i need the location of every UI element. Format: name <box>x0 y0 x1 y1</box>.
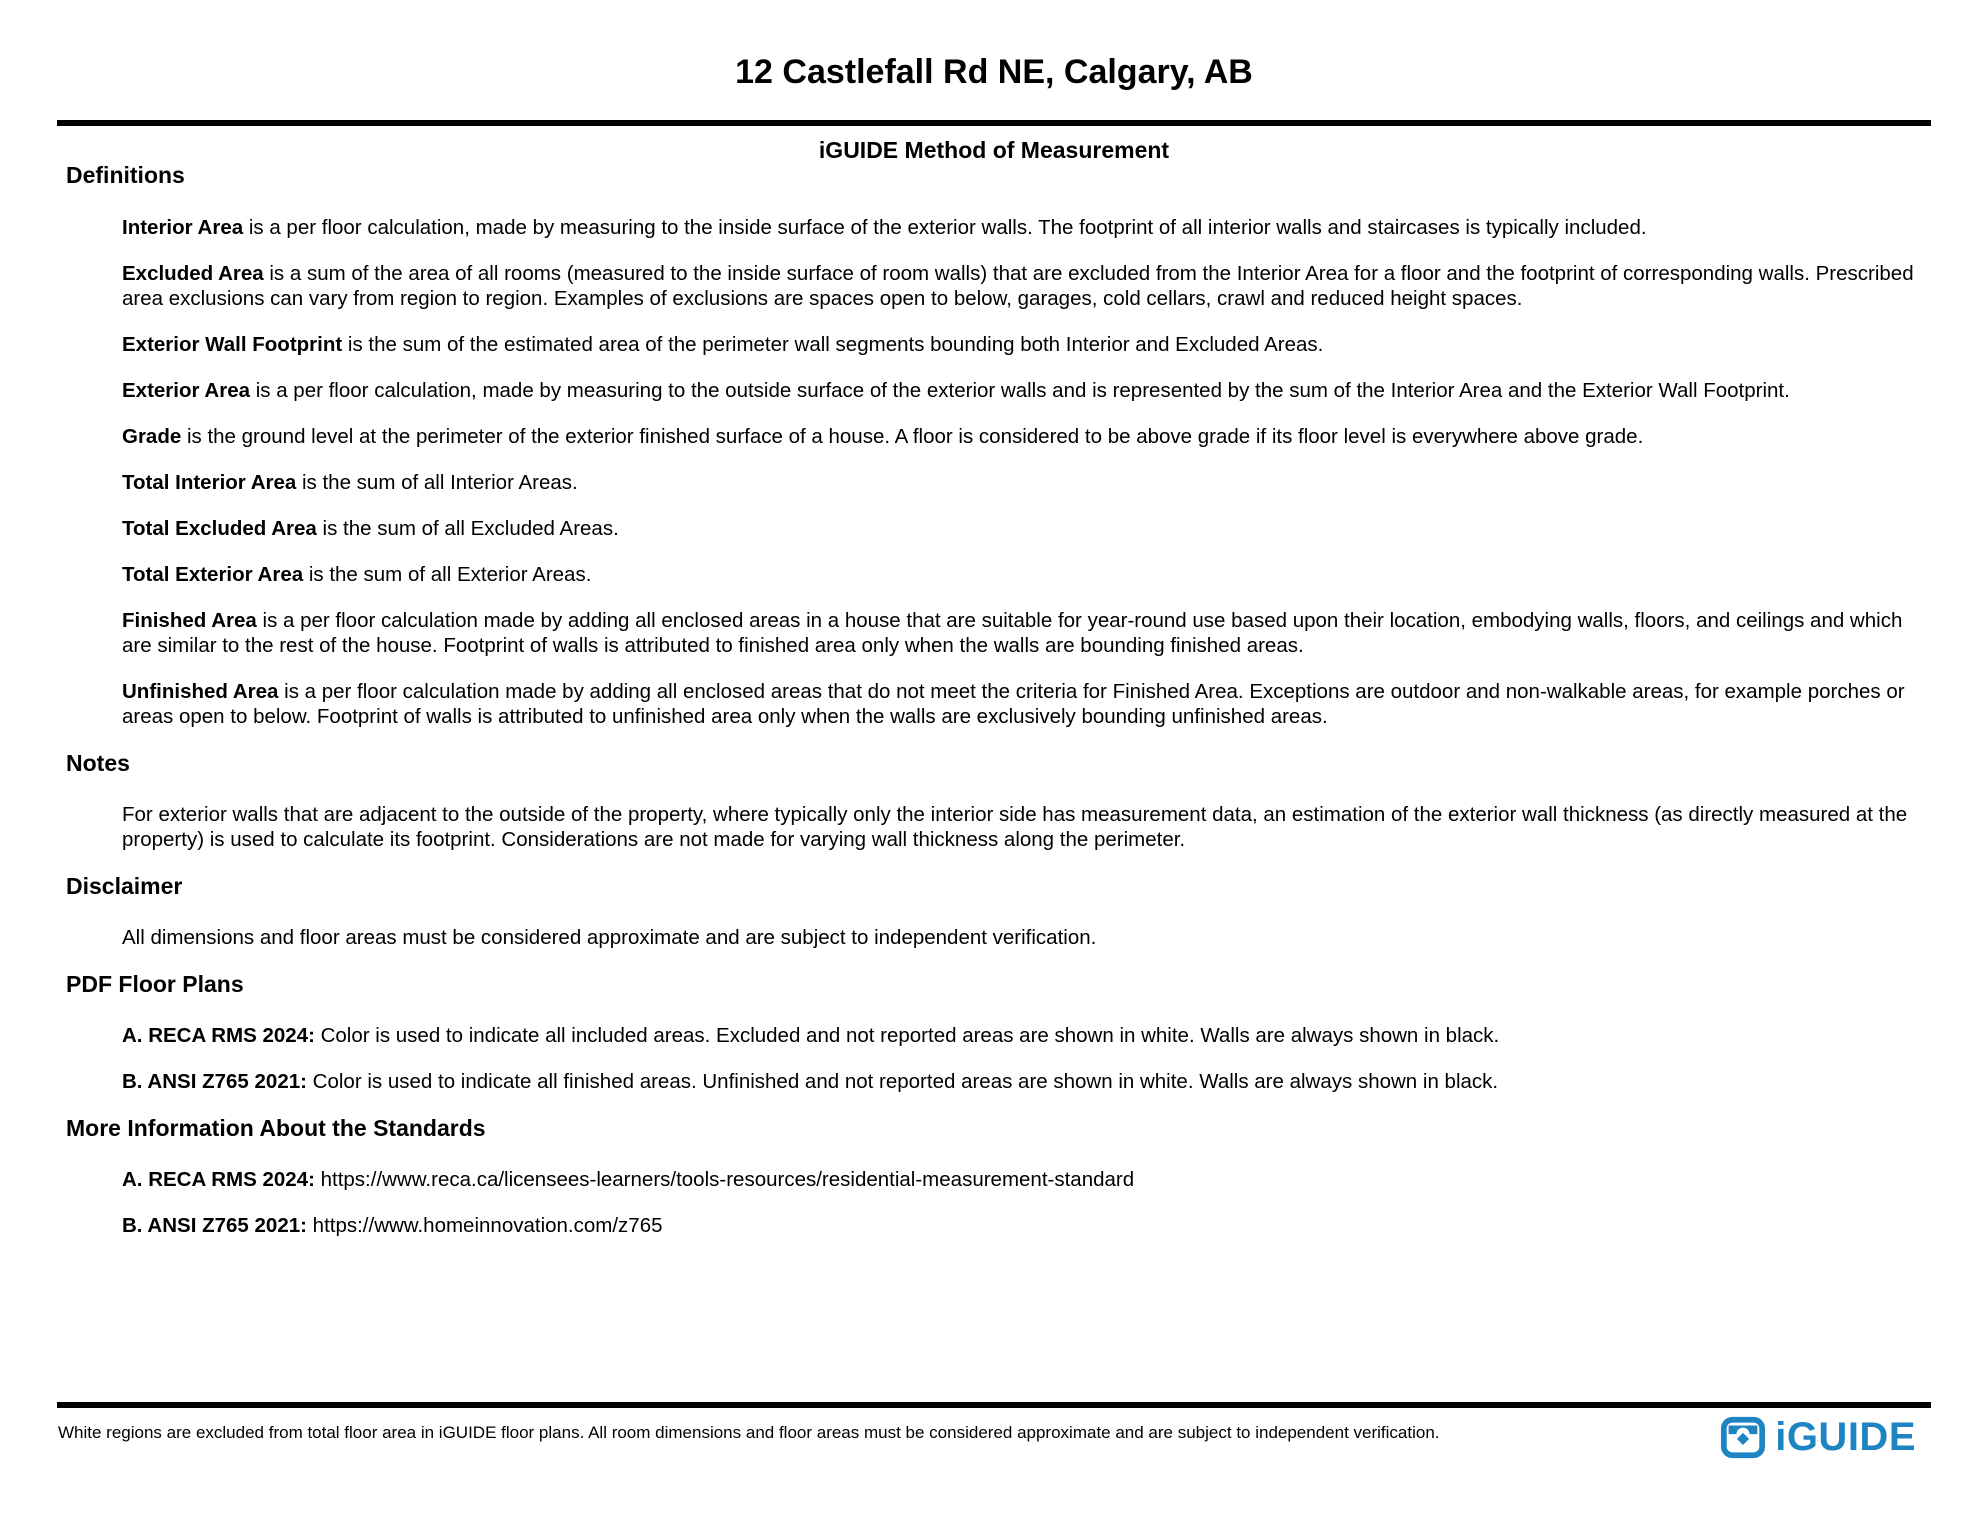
iguide-logo-text: iGUIDE <box>1775 1415 1916 1459</box>
definition-exterior-wall-footprint <box>122 332 1926 357</box>
definition-grade <box>122 424 1926 449</box>
pdf-floor-plans-item-ansi <box>122 1069 1926 1094</box>
disclaimer-text: All dimensions and floor areas must be considered approximate and are subject to independent verification. <box>122 926 1097 949</box>
definition-text: is a per floor calculation, made by measuring to the inside surface of the exterior walls. The footprint of all interior walls and staircases is typically included. <box>243 216 1647 239</box>
definition-term: Unfinished Area <box>122 680 279 703</box>
pdf-floor-plans-item-reca <box>122 1023 1926 1048</box>
notes-heading: Notes <box>66 750 130 776</box>
definition-excluded-area <box>122 261 1926 311</box>
standard-text: Color is used to indicate all included areas. Excluded and not reported areas are shown in white. Walls are always shown in black. <box>314 1024 1500 1047</box>
definition-term: Total Excluded Area <box>122 517 317 540</box>
standard-text: Color is used to indicate all finished areas. Unfinished and not reported areas are shown in white. Walls are always shown in black. <box>306 1070 1499 1093</box>
definition-term: Exterior Area <box>122 379 250 402</box>
standard-label: B. ANSI Z765 2021: <box>122 1214 307 1237</box>
definition-term: Exterior Wall Footprint <box>122 333 343 356</box>
iguide-logo <box>1720 1412 1916 1460</box>
definition-text: is a per floor calculation made by adding all enclosed areas that do not meet the criteria for Finished Area. Exceptions are outdoor and non-walkable areas, for example porches or areas open to below. Footprint of walls is attributed to unfinished area only when the walls are exclusively bounding unfinished areas. <box>122 680 1905 728</box>
more-information-item-reca <box>122 1167 1926 1192</box>
definition-term: Excluded Area <box>122 262 264 285</box>
definition-total-interior-area <box>122 470 1926 495</box>
definition-unfinished-area <box>122 679 1926 729</box>
definition-term: Finished Area <box>122 609 257 632</box>
definition-text: is the sum of all Exterior Areas. <box>303 563 592 586</box>
definition-total-excluded-area <box>122 516 1926 541</box>
pdf-floor-plans-heading: PDF Floor Plans <box>66 971 244 997</box>
definition-term: Total Interior Area <box>122 471 297 494</box>
definition-text: is the sum of all Interior Areas. <box>296 471 578 494</box>
definition-text: is a per floor calculation, made by measuring to the outside surface of the exterior walls and is represented by the sum of the Interior Area and the Exterior Wall Footprint. <box>250 379 1790 402</box>
definition-term: Grade <box>122 425 182 448</box>
definition-total-exterior-area <box>122 562 1926 587</box>
iguide-camera-icon <box>1720 1414 1766 1460</box>
definitions-heading: Definitions <box>66 162 185 188</box>
standard-label: A. RECA RMS 2024: <box>122 1024 315 1047</box>
definition-text: is the ground level at the perimeter of the exterior finished surface of a house. A floor is considered to be above grade if its floor level is everywhere above grade. <box>181 425 1644 448</box>
page-footer <box>0 1402 1988 1460</box>
definition-finished-area <box>122 608 1926 658</box>
disclaimer-heading: Disclaimer <box>66 873 183 899</box>
definition-interior-area <box>122 215 1926 240</box>
definition-exterior-area <box>122 378 1926 403</box>
definition-text: is a per floor calculation made by adding all enclosed areas in a house that are suitable for year-round use based upon their location, embodying walls, floors, and ceilings and which are similar to the rest of the house. Footprint of walls is attributed to finished area only when the walls are bounding finished areas. <box>122 609 1903 657</box>
notes-text: For exterior walls that are adjacent to the outside of the property, where typically only the interior side has measurement data, an estimation of the exterior wall thickness (as directly measured at the property) is used to calculate its footprint. Considerations are not made for varying wall thickness along the perimeter. <box>122 803 1908 851</box>
definition-term: Interior Area <box>122 216 244 239</box>
standard-label: A. RECA RMS 2024: <box>122 1168 315 1191</box>
reca-standard-link[interactable]: https://www.reca.ca/licensees-learners/tools-resources/residential-measurement-standard <box>320 1168 1135 1191</box>
definition-text: is the sum of the estimated area of the perimeter wall segments bounding both Interior and Excluded Areas. <box>342 333 1324 356</box>
standard-label: B. ANSI Z765 2021: <box>122 1070 307 1093</box>
ansi-standard-link[interactable]: https://www.homeinnovation.com/z765 <box>312 1214 663 1237</box>
definition-text: is the sum of all Excluded Areas. <box>316 517 619 540</box>
page-subtitle: iGUIDE Method of Measurement <box>818 137 1170 163</box>
footer-disclaimer-text: White regions are excluded from total floor area in iGUIDE floor plans. All room dimensions and floor areas must be considered approximate and are subject to independent verification. <box>58 1423 1440 1442</box>
title-divider <box>57 120 1931 126</box>
more-information-heading: More Information About the Standards <box>66 1115 486 1141</box>
page-title: 12 Castlefall Rd NE, Calgary, AB <box>735 53 1253 91</box>
more-information-item-ansi <box>122 1213 1926 1238</box>
definition-text: is a sum of the area of all rooms (measured to the inside surface of room walls) that are excluded from the Interior Area for a floor and the footprint of corresponding walls. Prescribed area exclusions can vary from region to region. Examples of exclusions are spaces open to below, garages, cold cellars, crawl and reduced height spaces. <box>122 262 1914 310</box>
definition-term: Total Exterior Area <box>122 563 304 586</box>
